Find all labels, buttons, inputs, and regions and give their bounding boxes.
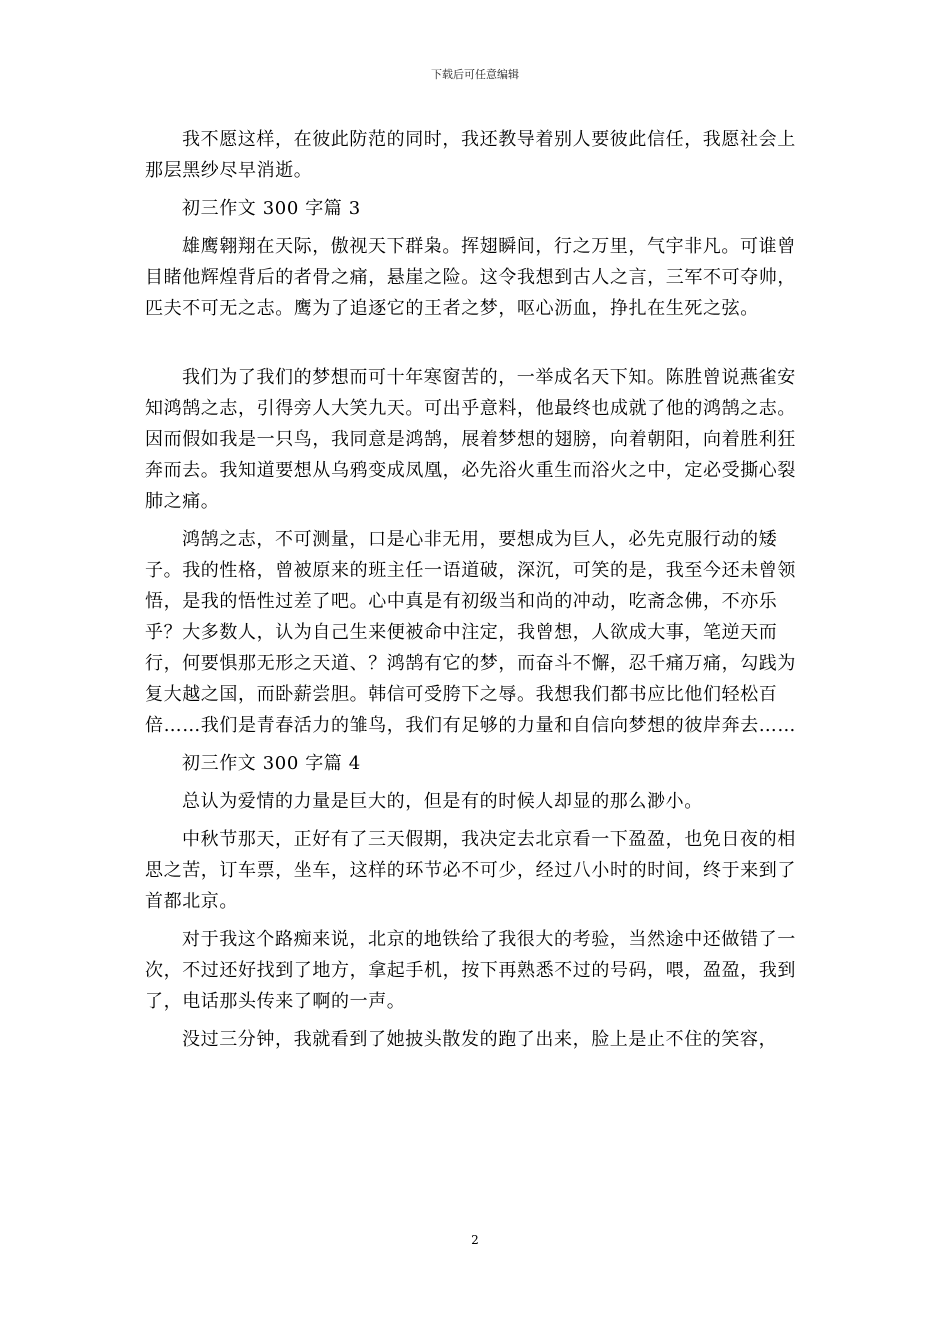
paragraph: 总认为爱情的力量是巨大的，但是有的时候人却显的那么渺小。 <box>182 791 703 812</box>
paragraph: 对于我这个路痴来说，北京的地铁给了我很大的考验，当然途中还做错了一次，不过还好找到了地方，拿起手机，按下再熟悉不过的号码，喂，盈盈，我到了，电话那头传来了啊的一声。 <box>145 929 796 1012</box>
document-body <box>145 124 813 1062</box>
paragraph: 我不愿这样，在彼此防范的同时，我还教导着别人要彼此信任，我愿社会上那层黑纱尽早消逝。 <box>145 129 796 181</box>
page-header: 下载后可任意编辑 <box>431 68 519 81</box>
paragraph: 我们为了我们的梦想而可十年寒窗苦的，一举成名天下知。陈胜曾说燕雀安知鸿鹄之志，引得旁人大笑九天。可出乎意料，他最终也成就了他的鸿鹄之志。因而假如我是一只鸟，我同意是鸿鹄，展着梦想的翅膀，向着朝阳，向着胜利狂奔而去。我知道要想从乌鸦变成凤凰，必先浴火重生而浴火之中，定必受撕心裂肺之痛。 <box>145 367 796 512</box>
section-heading: 初三作文 300 字篇 3 <box>182 198 361 219</box>
page-number: 2 <box>471 1233 479 1247</box>
paragraph: 鸿鹄之志，不可测量，口是心非无用，要想成为巨人，必先克服行动的矮子。我的性格，曾被原来的班主任一语道破，深沉，可笑的是，我至今还未曾领悟，是我的悟性过差了吧。心中真是有初级当和尚的冲动，吃斋念佛，不亦乐乎？大多数人，认为自己生来便被命中注定，我曾想，人欲成大事，笔逆天而行，何要惧那无形之天道、？鸿鹄有它的梦，而奋斗不懈，忍千痛万痛，勾践为复大越之国，而卧薪尝胆。韩信可受胯下之辱。我想我们都书应比他们轻松百倍……我们是青春活力的雏鸟，我们有足够的力量和自信向梦想的彼岸奔去…… <box>145 529 796 736</box>
section-heading: 初三作文 300 字篇 4 <box>182 753 361 774</box>
paragraph: 中秋节那天，正好有了三天假期，我决定去北京看一下盈盈，也免日夜的相思之苦，订车票，坐车，这样的环节必不可少，经过八小时的时间，终于来到了首都北京。 <box>145 829 796 912</box>
paragraph: 没过三分钟，我就看到了她披头散发的跑了出来，脸上是止不住的笑容， <box>182 1029 778 1050</box>
paragraph: 雄鹰翱翔在天际，傲视天下群枭。挥翅瞬间，行之万里，气宇非凡。可谁曾目睹他辉煌背后的者骨之痛，悬崖之险。这令我想到古人之言，三军不可夺帅，匹夫不可无之志。鹰为了追逐它的王者之梦，呕心沥血，挣扎在生死之弦。 <box>145 236 796 319</box>
